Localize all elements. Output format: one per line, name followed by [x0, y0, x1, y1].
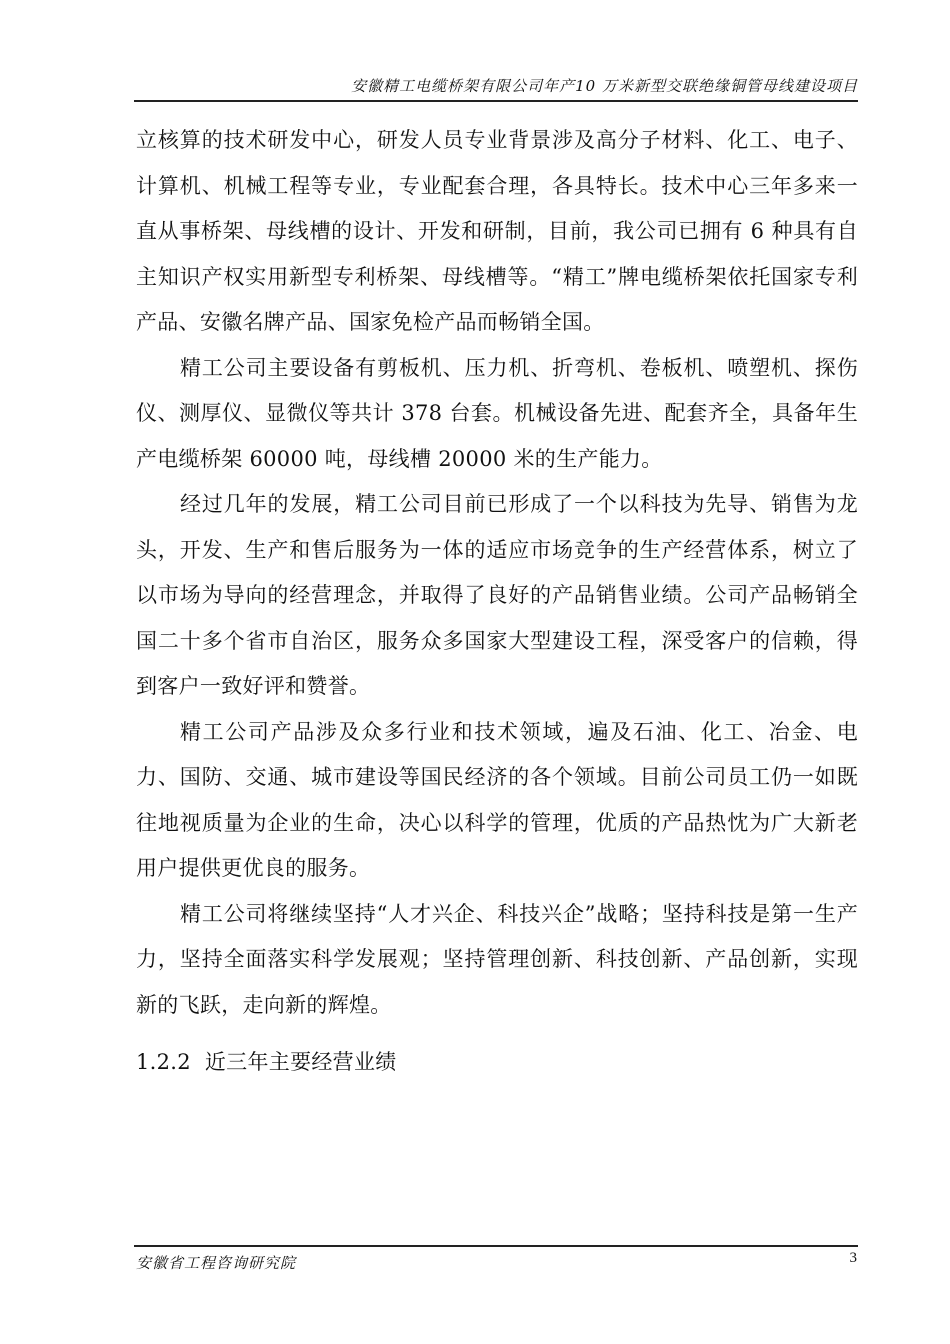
footer-organization: 安徽省工程咨询研究院: [136, 1254, 297, 1272]
section-heading: 1.2.2 近三年主要经营业绩: [136, 1050, 397, 1074]
paragraph-continuation: 立核算的技术研发中心，研发人员专业背景涉及高分子材料、化工、电子、计算机、机械工程等专业，专业配套合理，各具特长。技术中心三年多来一直从事桥架、母线槽的设计、开发和研制，目前，我公司已拥有 6 种具有自主知识产权实用新型专利桥架、母线槽等。“精工”牌电缆桥架依托国家专利产品、安徽名牌产品、国家免检产品而畅销全国。: [136, 128, 858, 334]
paragraph-fields: 精工公司产品涉及众多行业和技术领域，遍及石油、化工、冶金、电力、国防、交通、城市建设等国民经济的各个领域。目前公司员工仍一如既往地视质量为企业的生命，决心以科学的管理，优质的产品热忱为广大新老用户提供更优良的服务。: [136, 719, 858, 880]
paragraph-equipment: 精工公司主要设备有剪板机、压力机、折弯机、卷板机、喷塑机、探伤仪、测厚仪、显微仪等共计 378 台套。机械设备先进、配套齐全，具备年生产电缆桥架 60000 吨，母线槽 20000 米的生产能力。: [136, 355, 858, 471]
footer-divider: [134, 1245, 858, 1247]
header-title: 安徽精工电缆桥架有限公司年产10 万米新型交联绝缘铜管母线建设项目: [351, 77, 858, 95]
paragraph-strategy: 精工公司将继续坚持“人才兴企、科技兴企”战略；坚持科技是第一生产力，坚持全面落实科学发展观；坚持管理创新、科技创新、产品创新，实现新的飞跃，走向新的辉煌。: [136, 901, 858, 1017]
running-header: [134, 72, 858, 102]
body-text: [136, 118, 858, 1084]
page-number: 3: [849, 1250, 857, 1266]
paragraph-development: 经过几年的发展，精工公司目前已形成了一个以科技为先导、销售为龙头，开发、生产和售后服务为一体的适应市场竞争的生产经营体系，树立了以市场为导向的经营理念，并取得了良好的产品销售业绩。公司产品畅销全国二十多个省市自治区，服务众多国家大型建设工程，深受客户的信赖，得到客户一致好评和赞誉。: [136, 492, 858, 698]
